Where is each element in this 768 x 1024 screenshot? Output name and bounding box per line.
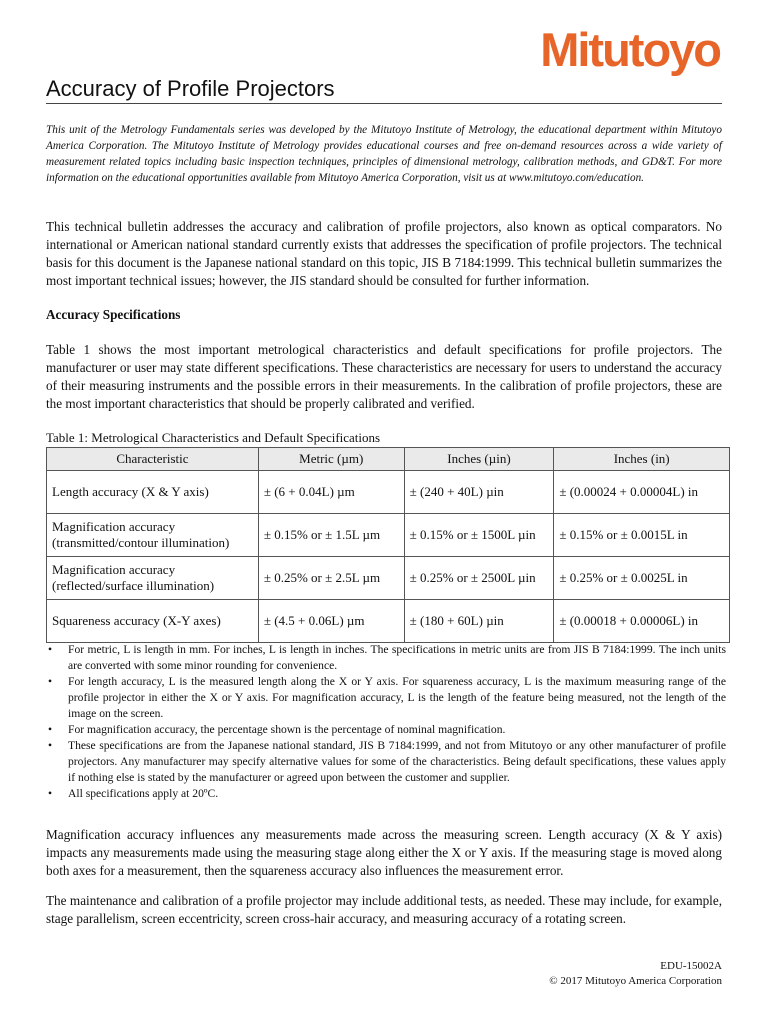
cell-inch: ± 0.15% or ± 0.0015L in [554,514,730,557]
list-item [46,674,726,722]
list-item [46,642,726,674]
bullet-icon: • [48,675,53,688]
cell-uin: ± 0.15% or ± 1500L µin [404,514,554,557]
intro-paragraph: This unit of the Metrology Fundamentals series was developed by the Mitutoyo Institute of Metrology, the educational department within Mitutoyo America Corporation. The Mitutoyo Institute of Metrology provides educational courses and free on-demand resources across a wide variety of measurement related topics including basic inspection techniques, principles of dimensional metrology, calibration methods, and GD&T. For more information on the educational opportunities available from Mitutoyo America Corporation, visit us at www.mitutoyo.com/education. [46,124,722,184]
note-text: These specifications are from the Japanese national standard, JIS B 7184:1999, and not from Mitutoyo or any other manufacturer of profile projectors. Any manufacturer may specify alternative values for some of the characteristics. Being default specifications, these values apply if nothing else is stated by the manufacturer or agreed upon between the customer and supplier. [68,739,726,784]
table-caption: Table 1: Metrological Characteristics and Default Specifications [46,430,381,445]
cell-inch: ± (0.00018 + 0.00006L) in [554,600,730,643]
list-item [46,738,726,786]
copyright: © 2017 Mitutoyo America Corporation [549,975,722,987]
note-text: For length accuracy, L is the measured length along the X or Y axis. For squareness accuracy, L is the maximum measuring range of the profile projector in either the X or Y axis. For magnification accuracy, L is the length of the feature being measured, not the length of the image on the screen. [68,675,726,720]
body-paragraph-3: Magnification accuracy influences any measurements made across the measuring screen. Length accuracy (X & Y axis) impacts any measurements made using the measuring stage along either the X or Y axis. If the measuring stage is moved along both axes for a measurement, then the squareness accuracy also influences the measurement error. [46,827,722,878]
header-metric: Metric (µm) [258,448,404,471]
cell-characteristic [47,557,259,600]
cell-uin: ± (240 + 40L) µin [404,471,554,514]
specifications-table [46,447,730,643]
table-row [47,600,730,643]
body-paragraph-1: This technical bulletin addresses the accuracy and calibration of profile projectors, also known as optical comparators. No international or American national standard currently exists that addresses the specification of profile projectors. The technical basis for this document is the Japanese national standard on this topic, JIS B 7184:1999. This technical bulletin summarizes the most important technical issues; however, the JIS standard should be consulted for further information. [46,219,722,288]
header-inches-in: Inches (in) [554,448,730,471]
mitutoyo-logo: Mitutoyo [540,23,720,76]
header-characteristic: Characteristic [47,448,259,471]
cell-line: Magnification accuracy [52,519,176,534]
footer [549,959,722,989]
table-row [47,557,730,600]
cell-uin: ± (180 + 60L) µin [404,600,554,643]
title-divider [46,103,722,104]
table-notes [46,642,726,802]
header-inches-uin: Inches (µin) [404,448,554,471]
list-item [46,786,726,802]
cell-characteristic: Squareness accuracy (X-Y axes) [47,600,259,643]
table-row [47,471,730,514]
bullet-icon: • [48,723,53,736]
cell-characteristic: Length accuracy (X & Y axis) [47,471,259,514]
note-text: For metric, L is length in mm. For inches, L is length in inches. The specifications in metric units are from JIS B 7184:1999. The inch units are converted with some minor rounding for convenience. [68,643,726,672]
cell-metric: ± 0.15% or ± 1.5L µm [258,514,404,557]
cell-uin: ± 0.25% or ± 2500L µin [404,557,554,600]
cell-characteristic [47,514,259,557]
bullet-icon: • [48,643,53,656]
note-text: All specifications apply at 20ºC. [68,787,219,800]
cell-inch: ± (0.00024 + 0.00004L) in [554,471,730,514]
body-paragraph-4: The maintenance and calibration of a profile projector may include additional tests, as needed. These may include, for example, stage parallelism, screen eccentricity, screen cross-hair accuracy, and measuring accuracy of a rotating screen. [46,893,722,926]
cell-metric: ± (4.5 + 0.06L) µm [258,600,404,643]
bullet-icon: • [48,787,53,800]
table-row [47,514,730,557]
body-paragraph-2: Table 1 shows the most important metrological characteristics and default specifications for profile projectors. The manufacturer or user may state different specifications. These characteristics are necessary for users to understand the accuracy of their measuring instruments and the possible errors in their measurements. In the calibration of profile projectors, these are the most important characteristics that should be properly calibrated and verified. [46,342,722,411]
cell-metric: ± 0.25% or ± 2.5L µm [258,557,404,600]
cell-metric: ± (6 + 0.04L) µm [258,471,404,514]
list-item [46,722,726,738]
document-code: EDU-15002A [660,960,722,972]
page-title: Accuracy of Profile Projectors [46,76,335,101]
bullet-icon: • [48,739,53,752]
cell-line: (transmitted/contour illumination) [52,535,230,550]
section-heading: Accuracy Specifications [46,307,181,322]
note-text: For magnification accuracy, the percentage shown is the percentage of nominal magnification. [68,723,506,736]
table-header-row [47,448,730,471]
cell-line: (reflected/surface illumination) [52,578,215,593]
cell-line: Magnification accuracy [52,562,176,577]
cell-inch: ± 0.25% or ± 0.0025L in [554,557,730,600]
